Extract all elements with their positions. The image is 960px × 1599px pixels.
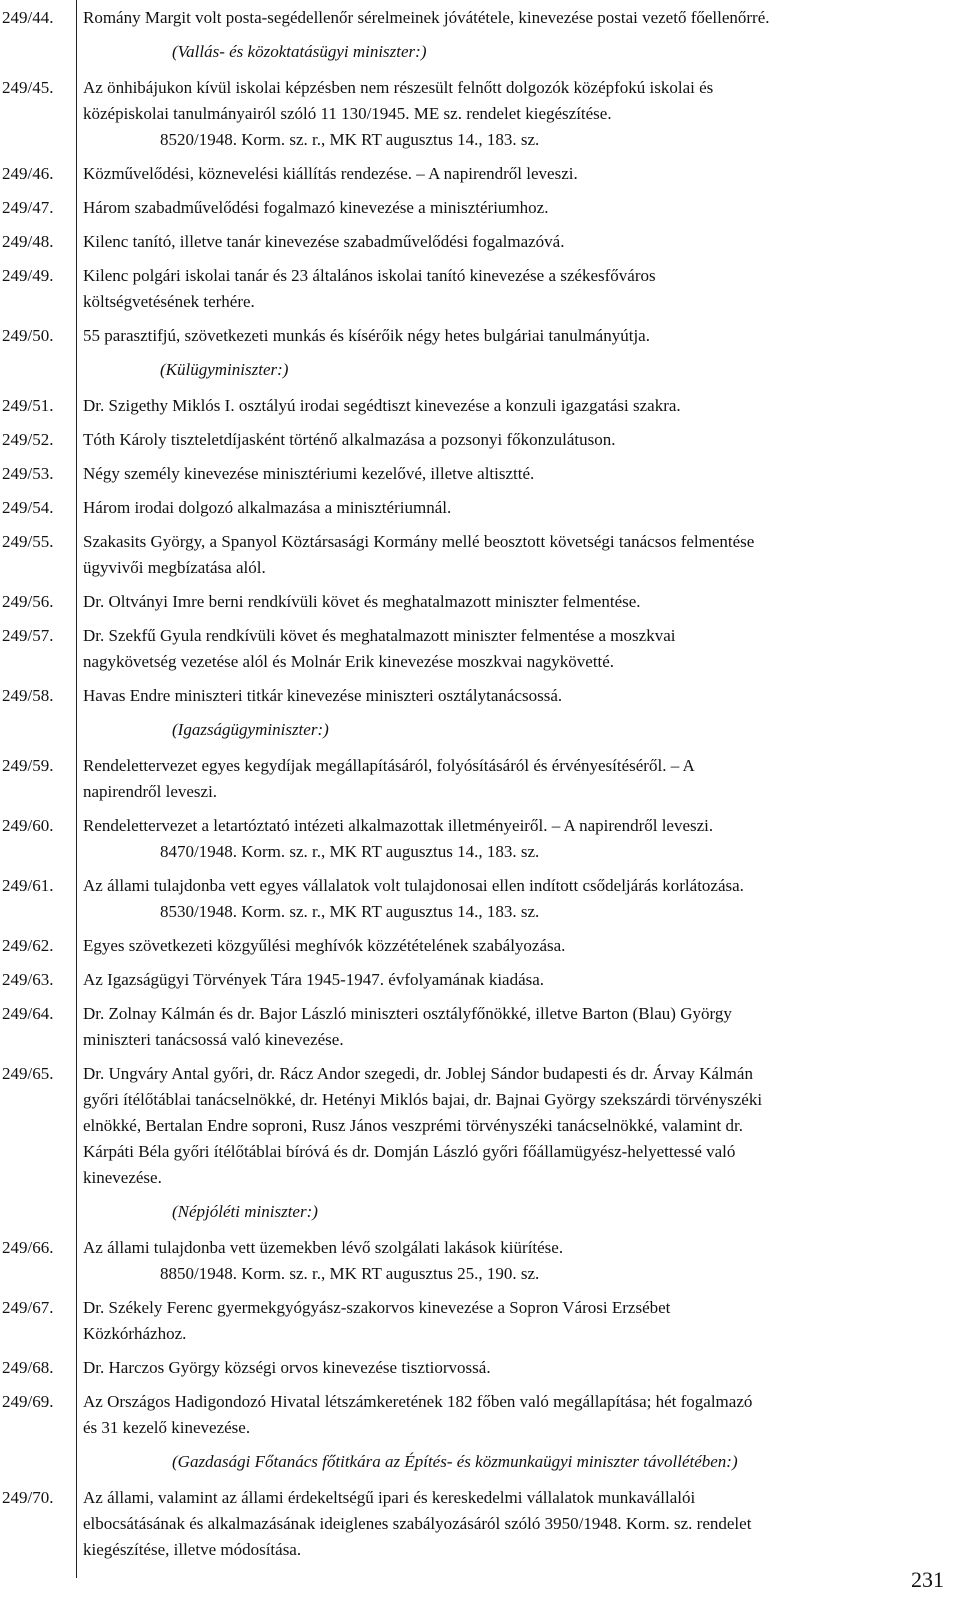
section-heading-text: (Népjóléti miniszter:) [172,1202,318,1221]
agenda-item-line: Tóth Károly tiszteletdíjasként történő alkalmazása a pozsonyi főkonzulátuson. [83,430,616,449]
agenda-item-line: napirendről leveszi. [83,782,218,801]
agenda-item-line: Romány Margit volt posta-segédellenőr sérelmeinek jóvátétele, kinevezése postai vezető főellenőrré. [83,8,770,27]
agenda-item-line: középiskolai tanulmányairól szóló 11 130/1945. ME sz. rendelet kiegészítése. [83,104,612,123]
agenda-item-number: 249/52. [2,430,54,449]
agenda-item-line: Közművelődési, köznevelési kiállítás rendezése. – A napirendről leveszi. [83,164,578,183]
agenda-item-line: Az állami tulajdonba vett üzemekben lévő szolgálati lakások kiürítése. [83,1238,564,1257]
agenda-item-line: Dr. Szigethy Miklós I. osztályú irodai segédtiszt kinevezése a konzuli igazgatási szakra. [83,396,681,415]
agenda-item-text [83,967,948,993]
agenda-item-text [83,1235,948,1287]
agenda-item-text [83,263,948,315]
section-heading [0,357,960,383]
section-heading-text: (Vallás- és közoktatásügyi miniszter:) [172,42,427,61]
agenda-item-text [83,1485,948,1563]
agenda-item-text [83,589,948,615]
agenda-item [0,195,960,221]
agenda-item [0,461,960,487]
agenda-item-number: 249/55. [2,532,54,551]
agenda-item-line: Az Országos Hadigondozó Hivatal létszámkeretének 182 főben való megállapítása; hét fogalmazó [83,1392,753,1411]
agenda-item-number: 249/49. [2,266,54,285]
agenda-item [0,229,960,255]
agenda-item-line: ügyvivői megbízatása alól. [83,558,266,577]
agenda-item-number: 249/57. [2,626,54,645]
agenda-item-line: kiegészítése, illetve módosítása. [83,1540,302,1559]
agenda-item-line: Dr. Ungváry Antal győri, dr. Rácz Andor szegedi, dr. Joblej Sándor budapesti és dr. Árvay Kálmán [83,1064,753,1083]
agenda-item-line: Kárpáti Béla győri ítélőtáblai bíróvá és dr. Domján László győri főállamügyész-helyettessé való [83,1142,736,1161]
agenda-item-number: 249/50. [2,326,54,345]
agenda-item-number: 249/61. [2,876,54,895]
agenda-item [0,1295,960,1347]
agenda-item-number: 249/44. [2,8,54,27]
agenda-item-number: 249/68. [2,1358,54,1377]
agenda-item-text [83,1355,948,1381]
agenda-item-line: elnökké, Bertalan Endre soproni, Rusz János veszprémi törvényszéki tanácselnökké, valamint dr. [83,1116,743,1135]
section-heading-text: (Külügyminiszter:) [160,360,289,379]
agenda-item [0,529,960,581]
agenda-item-number: 249/66. [2,1238,54,1257]
agenda-item [0,75,960,153]
agenda-item-number: 249/63. [2,970,54,989]
agenda-item-line: győri ítélőtáblai tanácselnökké, dr. Hetényi Miklós bajai, dr. Bajnai György szekszárdi törvényszéki [83,1090,763,1109]
agenda-item-text [83,323,948,349]
agenda-item [0,623,960,675]
agenda-item-line: Szakasits György, a Spanyol Köztársasági Kormány mellé beosztott követségi tanácsos felmentése [83,532,755,551]
agenda-item-number: 249/53. [2,464,54,483]
agenda-item-text [83,5,948,31]
agenda-item-line: kinevezése. [83,1168,162,1187]
agenda-item [0,5,960,31]
agenda-item [0,683,960,709]
agenda-item [0,753,960,805]
agenda-item-text [83,683,948,709]
agenda-item-line: Négy személy kinevezése minisztériumi kezelővé, illetve altisztté. [83,464,535,483]
agenda-item-line: Három szabadművelődési fogalmazó kinevezése a minisztériumhoz. [83,198,549,217]
section-heading [0,1199,960,1225]
agenda-item-line: Az állami, valamint az állami érdekeltségű ipari és kereskedelmi vállalatok munkavállalói [83,1488,696,1507]
agenda-item-line: Havas Endre miniszteri titkár kinevezése miniszteri osztálytanácsossá. [83,686,563,705]
agenda-item [0,393,960,419]
agenda-item [0,1061,960,1191]
agenda-item-text [83,393,948,419]
agenda-item-line: és 31 kezelő kinevezése. [83,1418,251,1437]
agenda-item-number: 249/65. [2,1064,54,1083]
agenda-item [0,1001,960,1053]
agenda-list [0,5,960,1571]
agenda-item-number: 249/46. [2,164,54,183]
agenda-item-number: 249/51. [2,396,54,415]
agenda-item [0,873,960,925]
agenda-item-line: Dr. Oltványi Imre berni rendkívüli követ és meghatalmazott miniszter felmentése. [83,592,641,611]
agenda-item-number: 249/70. [2,1488,54,1507]
agenda-item-text [83,229,948,255]
agenda-item-line: Három irodai dolgozó alkalmazása a minisztériumnál. [83,498,452,517]
agenda-item-text [83,461,948,487]
agenda-item-number: 249/69. [2,1392,54,1411]
agenda-item-line: Rendelettervezet egyes kegydíjak megállapításáról, folyósításáról és érvényesítéséről. – A [83,756,695,775]
agenda-item-line: elbocsátásának és alkalmazásának ideiglenes szabályozásáról szóló 3950/1948. Korm. sz. rendelet [83,1514,752,1533]
agenda-item-line: nagykövetség vezetése alól és Molnár Erik kinevezése moszkvai nagykövetté. [83,652,615,671]
agenda-item-number: 249/54. [2,498,54,517]
agenda-item-number: 249/58. [2,686,54,705]
agenda-item [0,161,960,187]
agenda-item-number: 249/47. [2,198,54,217]
agenda-item-line: Az állami tulajdonba vett egyes vállalatok volt tulajdonosai ellen indított csődeljárás korlátozása. [83,876,744,895]
decree-reference: 8470/1948. Korm. sz. r., MK RT augusztus 14., 183. sz. [160,842,540,861]
agenda-item-number: 249/64. [2,1004,54,1023]
agenda-item-text [83,195,948,221]
agenda-item [0,589,960,615]
agenda-item-line: miniszteri tanácsossá való kinevezése. [83,1030,344,1049]
agenda-item-line: Dr. Zolnay Kálmán és dr. Bajor László miniszteri osztályfőnökké, illetve Barton (Blau) György [83,1004,732,1023]
section-heading [0,717,960,743]
section-heading-text: (Gazdasági Főtanács főtitkára az Építés- és közmunkaügyi miniszter távollétében:) [172,1452,738,1471]
agenda-item-line: Az Igazságügyi Törvények Tára 1945-1947. évfolyamának kiadása. [83,970,545,989]
agenda-item [0,1485,960,1563]
agenda-item-text [83,495,948,521]
agenda-item [0,1389,960,1441]
decree-reference: 8530/1948. Korm. sz. r., MK RT augusztus 14., 183. sz. [160,902,540,921]
agenda-item-text [83,1061,948,1191]
agenda-item-line: Rendelettervezet a letartóztató intézeti alkalmazottak illetményeiről. – A napirendről leveszi. [83,816,714,835]
agenda-item-line: költségvetésének terhére. [83,292,255,311]
agenda-item-text [83,427,948,453]
agenda-item [0,323,960,349]
agenda-item-number: 249/62. [2,936,54,955]
agenda-item-number: 249/59. [2,756,54,775]
agenda-item-line: Egyes szövetkezeti közgyűlési meghívók közzétételének szabályozása. [83,936,566,955]
agenda-item [0,1235,960,1287]
agenda-item-line: Kilenc tanító, illetve tanár kinevezése szabadművelődési fogalmazóvá. [83,232,565,251]
agenda-item-number: 249/48. [2,232,54,251]
agenda-item-line: Kilenc polgári iskolai tanár és 23 általános iskolai tanító kinevezése a székesfőváros [83,266,656,285]
agenda-item-line: Dr. Szekfű Gyula rendkívüli követ és meghatalmazott miniszter felmentése a moszkvai [83,626,676,645]
section-heading [0,39,960,65]
agenda-item-text [83,161,948,187]
agenda-item [0,813,960,865]
agenda-item-text [83,933,948,959]
agenda-item-text [83,753,948,805]
agenda-item-text [83,75,948,153]
agenda-item-line: 55 parasztifjú, szövetkezeti munkás és kísérőik négy hetes bulgáriai tanulmányútja. [83,326,650,345]
agenda-item-line: Az önhibájukon kívül iskolai képzésben nem részesült felnőtt dolgozók középfokú iskolai és [83,78,714,97]
decree-reference: 8520/1948. Korm. sz. r., MK RT augusztus 14., 183. sz. [160,130,540,149]
page-number: 231 [911,1567,944,1592]
agenda-item-line: Közkórházhoz. [83,1324,187,1343]
agenda-item-text [83,1389,948,1441]
agenda-item-text [83,1295,948,1347]
agenda-item [0,427,960,453]
agenda-item-number: 249/67. [2,1298,54,1317]
agenda-item [0,933,960,959]
agenda-item-line: Dr. Székely Ferenc gyermekgyógyász-szakorvos kinevezése a Sopron Városi Erzsébet [83,1298,671,1317]
decree-reference: 8850/1948. Korm. sz. r., MK RT augusztus 25., 190. sz. [160,1264,540,1283]
agenda-item-number: 249/45. [2,78,54,97]
agenda-item [0,967,960,993]
agenda-item-line: Dr. Harczos György községi orvos kinevezése tisztiorvossá. [83,1358,491,1377]
agenda-item [0,263,960,315]
agenda-item [0,495,960,521]
agenda-item-text [83,529,948,581]
agenda-item-number: 249/56. [2,592,54,611]
section-heading-text: (Igazságügyminiszter:) [172,720,329,739]
agenda-item-text [83,813,948,865]
agenda-item [0,1355,960,1381]
agenda-item-text [83,623,948,675]
section-heading [0,1449,960,1475]
agenda-item-text [83,1001,948,1053]
agenda-item-number: 249/60. [2,816,54,835]
agenda-item-text [83,873,948,925]
